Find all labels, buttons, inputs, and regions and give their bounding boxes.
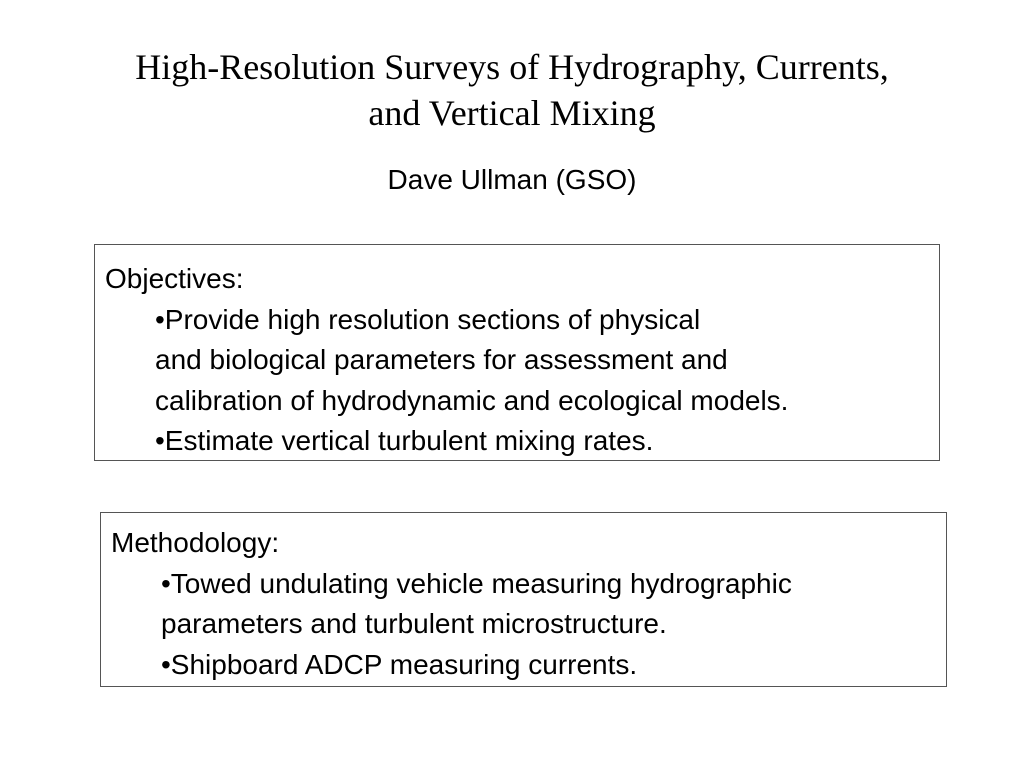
methodology-heading: Methodology:: [111, 527, 280, 558]
objectives-bullet-1-line-2: and biological parameters for assessment and: [155, 344, 728, 375]
objectives-box: [94, 244, 940, 461]
slide-title-line-1: High-Resolution Surveys of Hydrography, Currents,: [135, 47, 889, 87]
objectives-bullet-2-line-1: •Estimate vertical turbulent mixing rates.: [155, 425, 654, 456]
objectives-bullet-1-line-3: calibration of hydrodynamic and ecological models.: [155, 384, 789, 416]
objectives-heading: Objectives:: [105, 263, 244, 294]
slide-title: [0, 44, 1024, 136]
objectives-bullet-1-line-1: •Provide high resolution sections of physical: [155, 303, 701, 335]
methodology-bullet-1-line-1: •Towed undulating vehicle measuring hydrographic: [161, 567, 792, 599]
methodology-bullet-2-line-1: •Shipboard ADCP measuring currents.: [161, 648, 638, 680]
slide-title-line-2: and Vertical Mixing: [368, 93, 656, 133]
methodology-box: [100, 512, 947, 687]
methodology-bullet-1-line-2: parameters and turbulent microstructure.: [161, 608, 667, 639]
author-line: Dave Ullman (GSO): [387, 164, 637, 195]
